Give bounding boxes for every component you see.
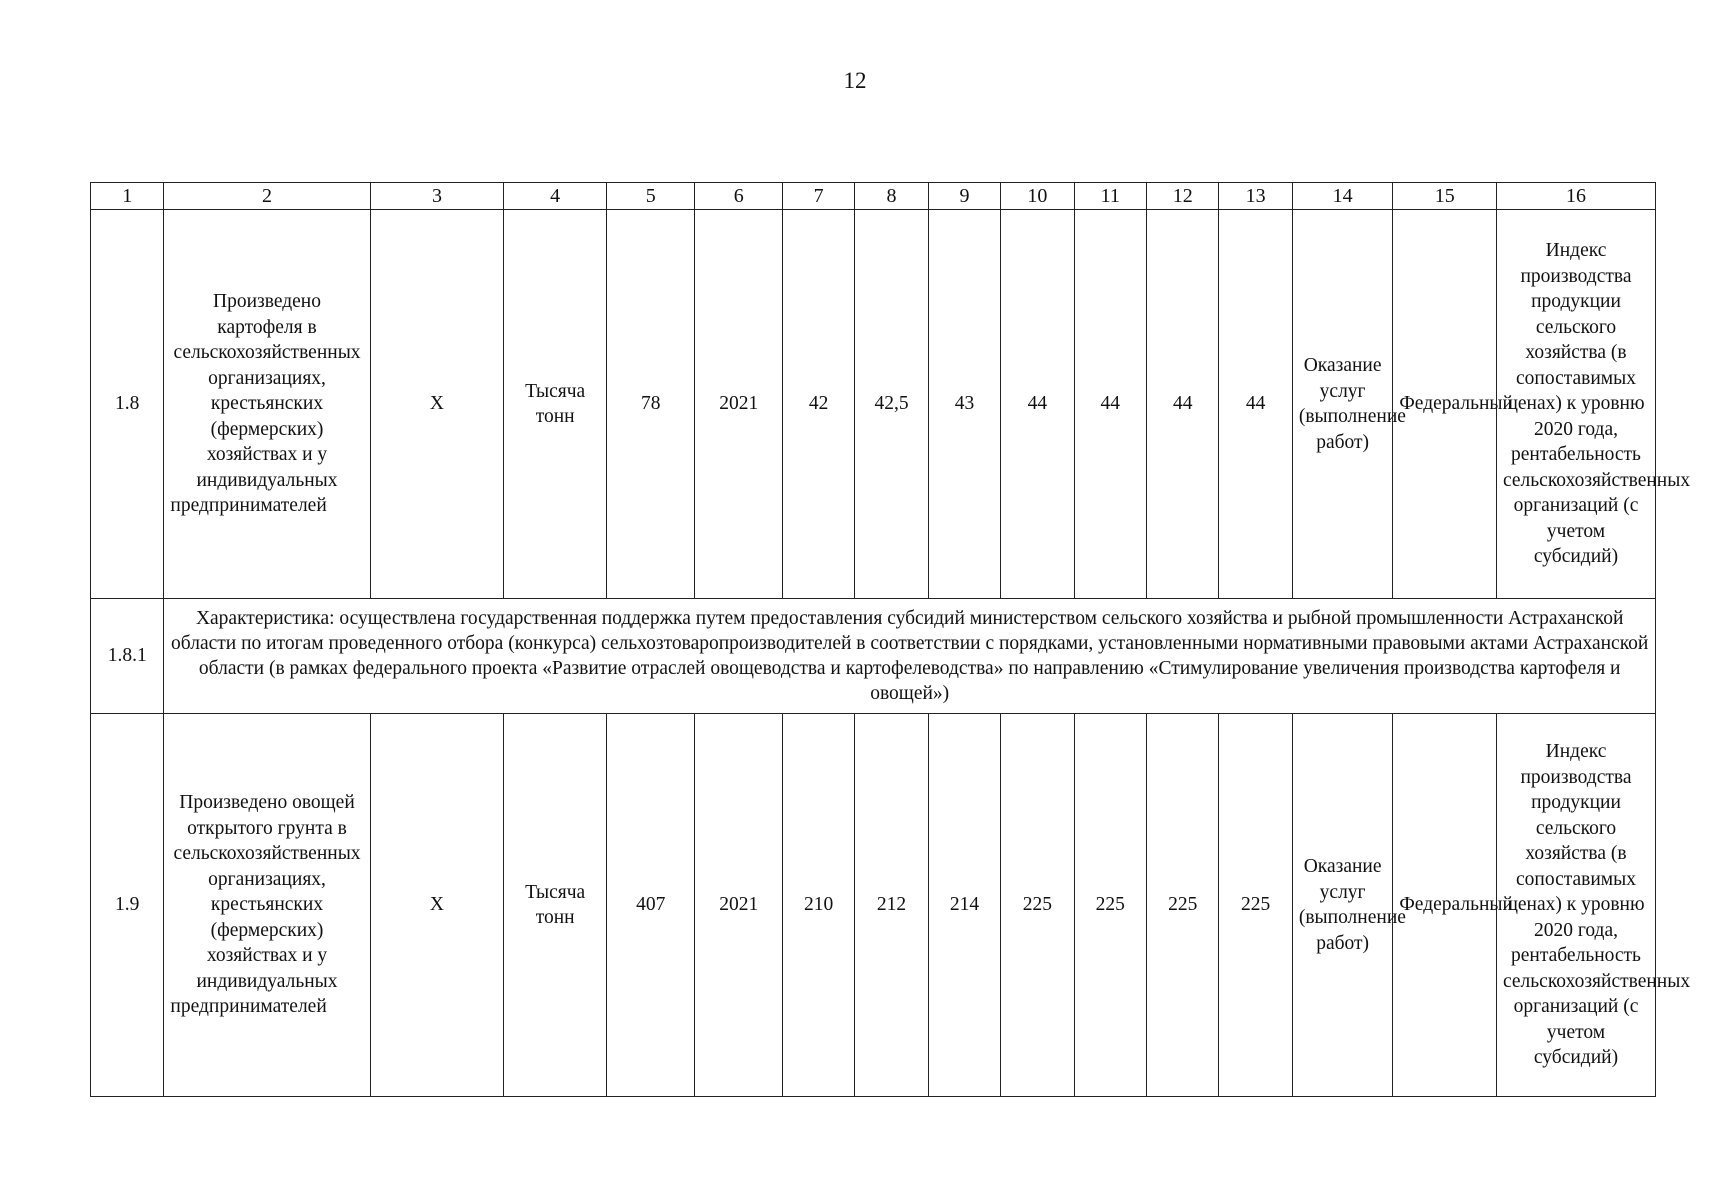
table-row bbox=[91, 714, 1656, 1097]
column-number: 3 bbox=[370, 183, 504, 210]
characteristic-row bbox=[91, 599, 1656, 714]
column-number: 4 bbox=[504, 183, 607, 210]
base-year: 2021 bbox=[695, 714, 783, 1097]
column-number: 15 bbox=[1393, 183, 1497, 210]
row-id: 1.8 bbox=[91, 210, 164, 599]
column-number: 2 bbox=[164, 183, 370, 210]
column-number: 8 bbox=[855, 183, 928, 210]
column-number: 9 bbox=[928, 183, 1000, 210]
indicator-name: Произведено картофеля в сельскохозяйственных организациях, крестьянских (фермерских) хозяйствах и у индивидуальных предпринимателей bbox=[164, 210, 370, 599]
column-number: 10 bbox=[1001, 183, 1074, 210]
indicators-table bbox=[90, 182, 1691, 1097]
indicator-level: Федеральный bbox=[1393, 210, 1497, 599]
row-id: 1.9 bbox=[91, 714, 164, 1097]
indicator-kind: Оказание услуг (выполнение работ) bbox=[1292, 210, 1393, 599]
year-value: 225 bbox=[1001, 714, 1074, 1097]
linked-indicator: Индекс производства продукции сельского хозяйства (в сопоставимых ценах) к уровню 2020 года, рентабельность сельскохозяйственных организаций (с учетом субсидий) bbox=[1497, 714, 1656, 1097]
year-value: 214 bbox=[928, 714, 1000, 1097]
base-value: 78 bbox=[606, 210, 695, 599]
unit: Тысяча тонн bbox=[504, 714, 607, 1097]
characteristic-text: Характеристика: осуществлена государственная поддержка путем предоставления субсидий министерством сельского хозяйства и рыбной промышленности Астраханской области по итогам проведенного отбора (конкурса) сельхозтоваропроизводителей в соответствии с порядками, установленными нормативными правовыми актами Астраханской области (в рамках федерального проекта «Развитие отраслей овощеводства и картофелеводства» по направлению «Стимулирование увеличения производства картофеля и овощей») bbox=[164, 599, 1656, 714]
indicator-type: X bbox=[370, 714, 504, 1097]
column-number: 13 bbox=[1219, 183, 1292, 210]
indicator-type: X bbox=[370, 210, 504, 599]
table-row bbox=[91, 210, 1656, 599]
column-number: 1 bbox=[91, 183, 164, 210]
column-number-row bbox=[91, 183, 1656, 210]
year-value: 42 bbox=[782, 210, 854, 599]
year-value: 44 bbox=[1074, 210, 1146, 599]
page-number: 12 bbox=[843, 68, 867, 93]
linked-indicator: Индекс производства продукции сельского хозяйства (в сопоставимых ценах) к уровню 2020 года, рентабельность сельскохозяйственных организаций (с учетом субсидий) bbox=[1497, 210, 1656, 599]
column-number: 5 bbox=[606, 183, 695, 210]
column-number: 16 bbox=[1497, 183, 1656, 210]
year-value: 225 bbox=[1147, 714, 1219, 1097]
year-value: 44 bbox=[1147, 210, 1219, 599]
unit: Тысяча тонн bbox=[504, 210, 607, 599]
column-number: 14 bbox=[1292, 183, 1393, 210]
indicator-kind: Оказание услуг (выполнение работ) bbox=[1292, 714, 1393, 1097]
indicator-level: Федеральный bbox=[1393, 714, 1497, 1097]
row-id: 1.8.1 bbox=[91, 599, 164, 714]
year-value: 225 bbox=[1074, 714, 1146, 1097]
base-value: 407 bbox=[606, 714, 695, 1097]
year-value: 42,5 bbox=[855, 210, 928, 599]
column-number: 6 bbox=[695, 183, 783, 210]
column-number: 7 bbox=[782, 183, 854, 210]
base-year: 2021 bbox=[695, 210, 783, 599]
year-value: 44 bbox=[1001, 210, 1074, 599]
year-value: 44 bbox=[1219, 210, 1292, 599]
year-value: 212 bbox=[855, 714, 928, 1097]
column-number: 12 bbox=[1147, 183, 1219, 210]
year-value: 225 bbox=[1219, 714, 1292, 1097]
indicator-name: Произведено овощей открытого грунта в сельскохозяйственных организациях, крестьянских (фермерских) хозяйствах и у индивидуальных предпринимателей bbox=[164, 714, 370, 1097]
column-number: 11 bbox=[1074, 183, 1146, 210]
year-value: 210 bbox=[782, 714, 854, 1097]
year-value: 43 bbox=[928, 210, 1000, 599]
